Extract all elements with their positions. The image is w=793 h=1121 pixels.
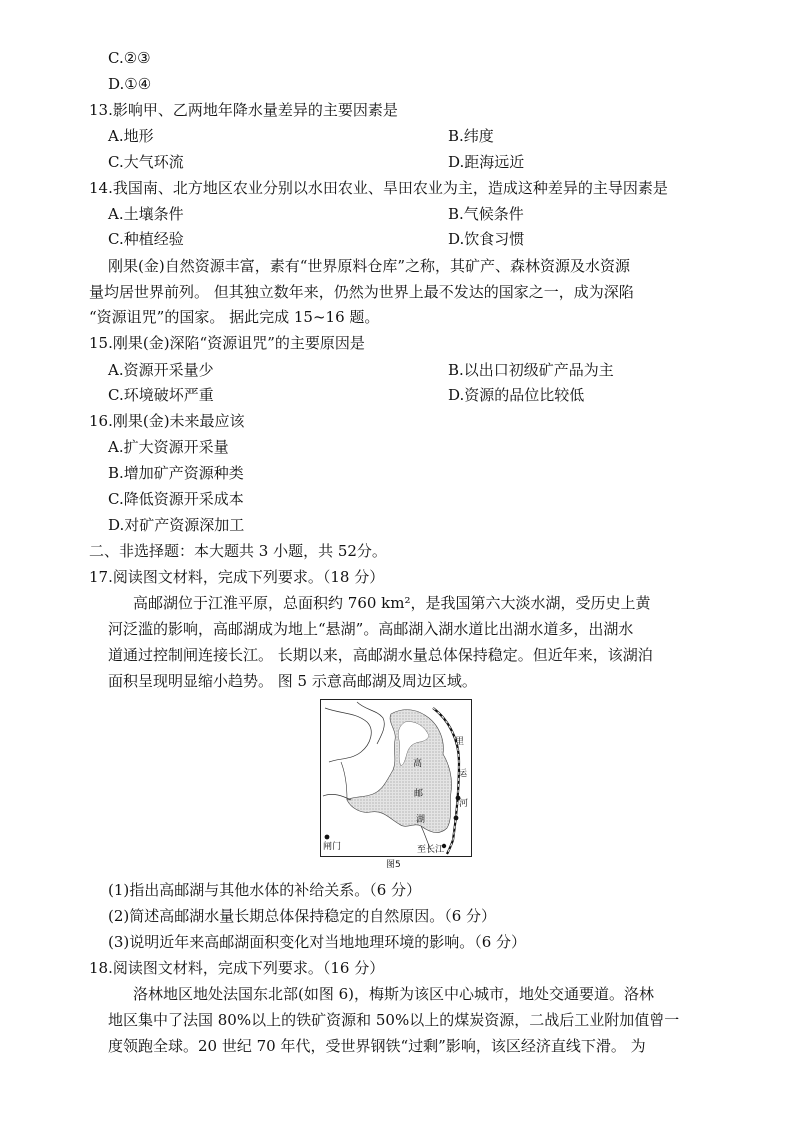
label-you: 邮 [414, 789, 424, 799]
gaoyou-lake-map-svg [321, 700, 470, 855]
q17-material-line3: 道通过控制闸连接长江。 长期以来，高邮湖水量总体保持稳定。但近年来，该湖泊 [108, 646, 653, 664]
q14-option-c: C.种植经验 [108, 230, 184, 248]
q16-option-a: A.扩大资源开采量 [108, 438, 229, 456]
q13-option-a: A.地形 [108, 127, 154, 145]
q17-sub3: (3)说明近年来高邮湖面积变化对当地地理环境的影响。（6 分） [108, 933, 527, 951]
q17-material-line1: 高邮湖位于江淮平原，总面积约 760 km²，是我国第六大淡水湖，受历史上黄 [133, 594, 651, 612]
q18-stem: 18.阅读图文材料，完成下列要求。（16 分） [89, 959, 385, 977]
q14-option-b: B.气候条件 [448, 205, 524, 223]
q15-option-a: A.资源开采量少 [108, 361, 214, 379]
lake-shape [347, 710, 452, 833]
section2-heading: 二、非选择题：本大题共 3 小题，共 52分。 [89, 542, 387, 560]
material-1516-line1: 刚果(金)自然资源丰富，素有“世界原料仓库”之称，其矿产、森林资源及水资源 [108, 257, 631, 275]
figure-5-caption: 图5 [386, 860, 401, 870]
q18-material-line2: 地区集中了法国 80%以上的铁矿资源和 50%以上的煤炭资源，二战后工业附加值曾一 [108, 1011, 680, 1029]
q15-option-c: C.环境破坏严重 [108, 386, 214, 404]
q12-option-c: C.②③ [108, 49, 151, 67]
q17-sub2: (2)简述高邮湖水量长期总体保持稳定的自然原因。（6 分） [108, 907, 497, 925]
q14-stem: 14.我国南、北方地区农业分别以水田农业、旱田农业为主，造成这种差异的主导因素是 [89, 179, 668, 197]
q16-stem: 16.刚果(金)未来最应该 [89, 412, 245, 430]
q14-option-d: D.饮食习惯 [448, 230, 525, 248]
q18-material-line3: 度领跑全球。20 世纪 70 年代，受世界钢铁“过剩”影响，该区经济直线下滑。 为 [108, 1037, 646, 1055]
q16-option-d: D.对矿产资源深加工 [108, 516, 245, 534]
label-he: 河 [459, 799, 469, 809]
material-1516-line3: “资源诅咒”的国家。 据此完成 15~16 题。 [89, 308, 380, 326]
material-1516-line2: 量均居世界前列。 但其独立数年来，仍然为世界上最不发达的国家之一，成为深陷 [89, 283, 634, 301]
label-gao: 高 [413, 759, 423, 769]
q17-sub1: (1)指出高邮湖与其他水体的补给关系。（6 分） [108, 881, 422, 899]
q15-option-b: B.以出口初级矿产品为主 [448, 361, 614, 379]
q17-material-line4: 面积呈现明显缩小趋势。 图 5 示意高邮湖及周边区域。 [108, 672, 477, 690]
q16-option-b: B.增加矿产资源种类 [108, 464, 244, 482]
gaoyou-lake-map [320, 699, 472, 857]
sluice-gate-point [325, 835, 330, 840]
q13-option-c: C.大气环流 [108, 153, 184, 171]
q15-stem: 15.刚果(金)深陷“资源诅咒”的主要原因是 [89, 334, 365, 352]
q18-material-line1: 洛林地区地处法国东北部(如图 6)，梅斯为该区中心城市，地处交通要道。洛林 [133, 985, 655, 1003]
label-li: 里 [455, 737, 465, 747]
q15-option-d: D.资源的品位比较低 [448, 386, 585, 404]
west-channel-4 [341, 762, 347, 800]
q17-material-line2: 河泛滥的影响，高邮湖成为地上“悬湖”。高邮湖入湖水道比出湖水道多，出湖水 [108, 620, 634, 638]
canal-point-2 [454, 816, 459, 821]
q16-option-c: C.降低资源开采成本 [108, 490, 244, 508]
label-sluice-gate: 闸门 [323, 842, 342, 852]
label-to-yangtze: 至长江 [417, 845, 445, 855]
west-channel-1 [325, 708, 371, 762]
q17-stem: 17.阅读图文材料，完成下列要求。（18 分） [89, 568, 385, 586]
q14-option-a: A.土壤条件 [108, 205, 184, 223]
q13-stem: 13.影响甲、乙两地年降水量差异的主要因素是 [89, 101, 398, 119]
label-yun: 运 [458, 769, 468, 779]
q13-option-d: D.距海远近 [448, 153, 525, 171]
q12-option-d: D.①④ [108, 75, 152, 93]
label-hu: 湖 [416, 815, 426, 825]
q13-option-b: B.纬度 [448, 127, 494, 145]
